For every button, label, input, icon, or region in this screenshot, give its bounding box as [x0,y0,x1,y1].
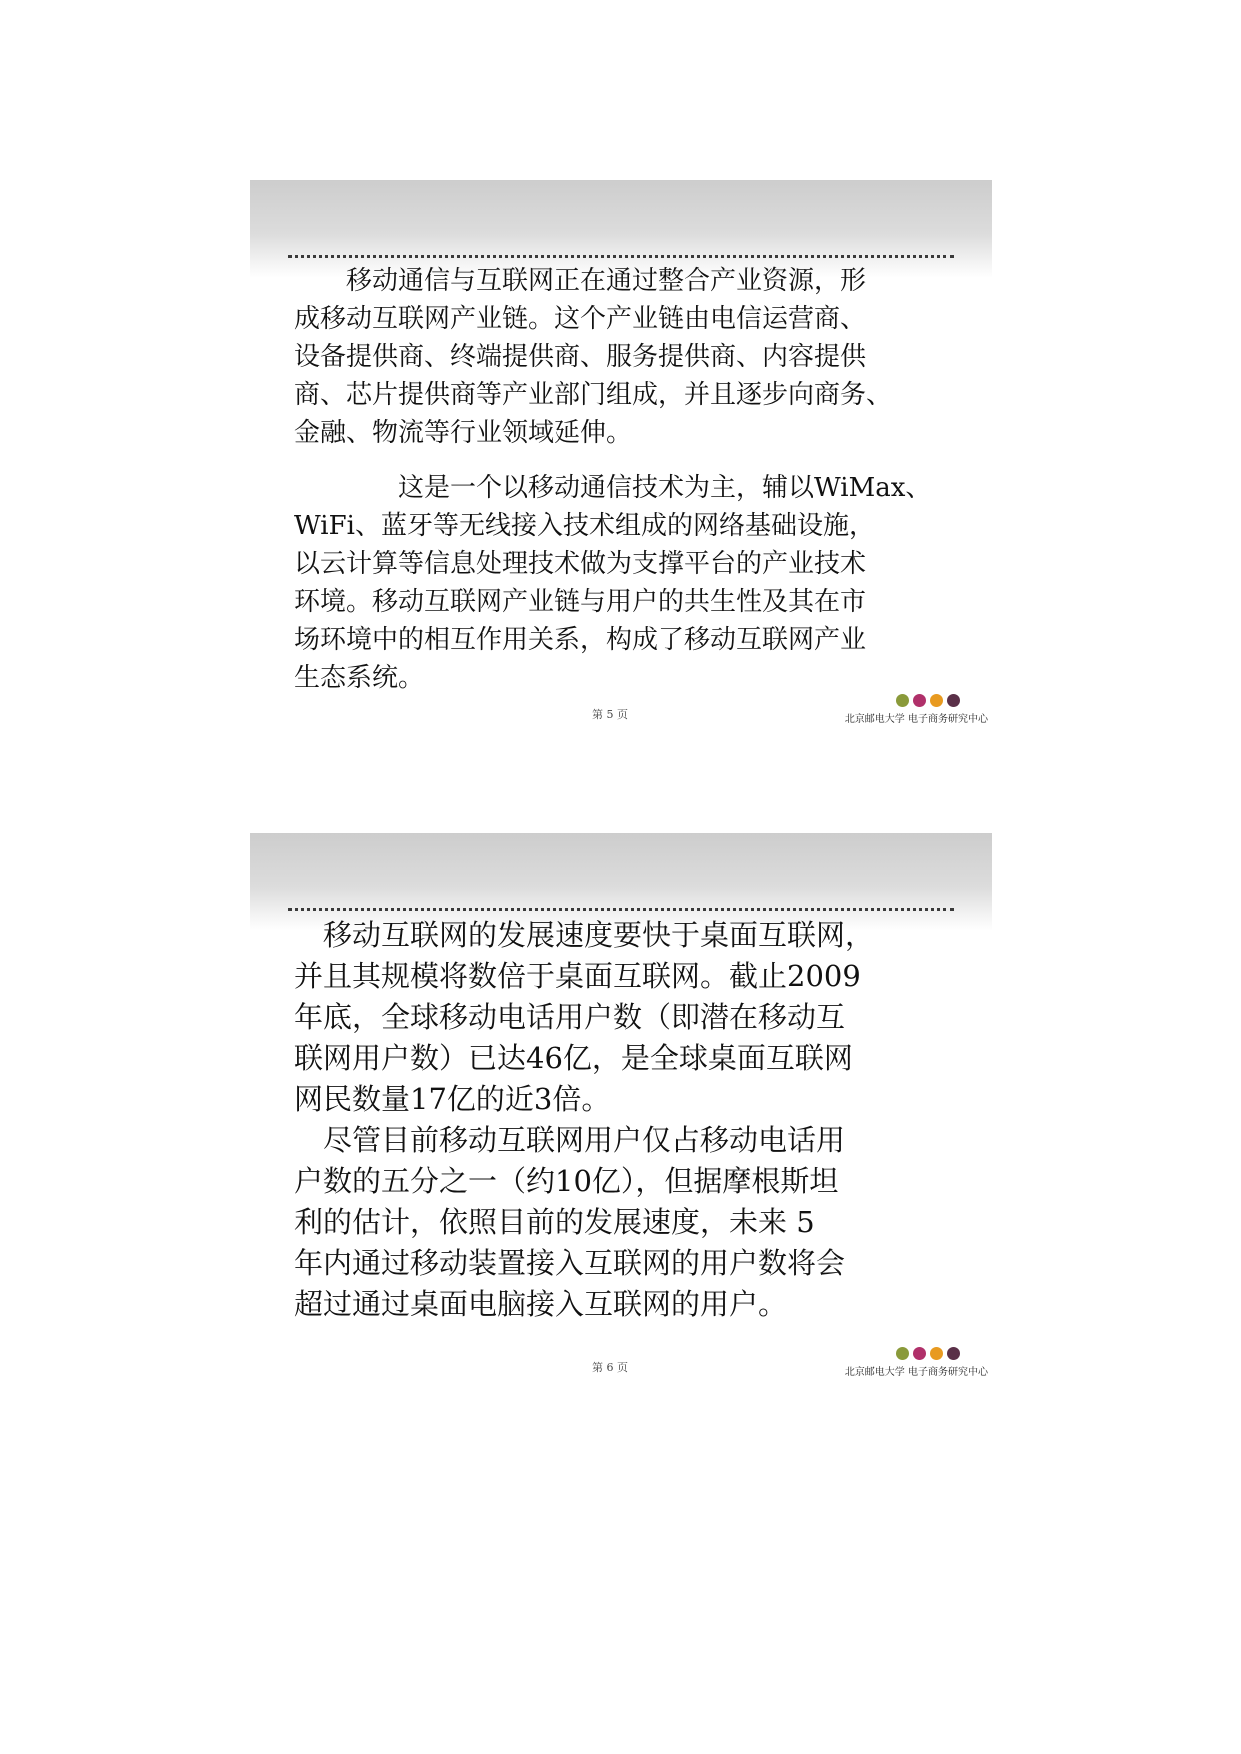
dot-green [896,694,909,707]
dotted-divider [288,908,954,911]
institution-logo [818,694,988,724]
slide-paragraph: 尽管目前移动互联网用户仅占移动电话用 户数的五分之一（约10亿），但据摩根斯坦 利的估计，依照目前的发展速度，未来 5 年内通过移动装置接入互联网的用户数将会 超过通过桌面电脑接入互联网的用户。 [294,1123,846,1321]
slide-page-6 [250,833,992,1393]
dot-orange [930,1347,943,1360]
dot-plum [947,694,960,707]
page-number: 第 5 页 [592,708,628,721]
institution-name: 北京邮电大学 电子商务研究中心 [844,1367,988,1378]
institution-logo [818,1347,988,1377]
slide-page-5 [250,180,992,740]
logo-dots-icon [896,1347,960,1360]
dot-magenta [913,1347,926,1360]
dot-plum [947,1347,960,1360]
page-number: 第 6 页 [592,1361,628,1374]
slide-paragraph: 移动互联网的发展速度要快于桌面互联网， 并且其规模将数倍于桌面互联网。截止2009 年底，全球移动电话用户数（即潜在移动互 联网用户数）已达46亿，是全球桌面互联网 网民数量17亿的近3倍。 [294,918,875,1116]
dot-green [896,1347,909,1360]
dotted-divider [288,255,954,258]
dot-orange [930,694,943,707]
slide-paragraph: 移动通信与互联网正在通过整合产业资源，形 成移动互联网产业链。这个产业链由电信运营商、 设备提供商、终端提供商、服务提供商、内容提供 商、芯片提供商等产业部门组成，并且逐步向商务、 金融、物流等行业领域延伸。 [294,266,893,448]
logo-dots-icon [896,694,960,707]
slide-paragraph: 这是一个以移动通信技术为主，辅以WiMax、 WiFi、蓝牙等无线接入技术组成的网络基础设施， 以云计算等信息处理技术做为支撑平台的产业技术 环境。移动互联网产业链与用户的共生性及其在市 场环境中的相互作用关系，构成了移动互联网产业 生态系统。 [294,473,932,693]
institution-name: 北京邮电大学 电子商务研究中心 [844,714,988,725]
dot-magenta [913,694,926,707]
